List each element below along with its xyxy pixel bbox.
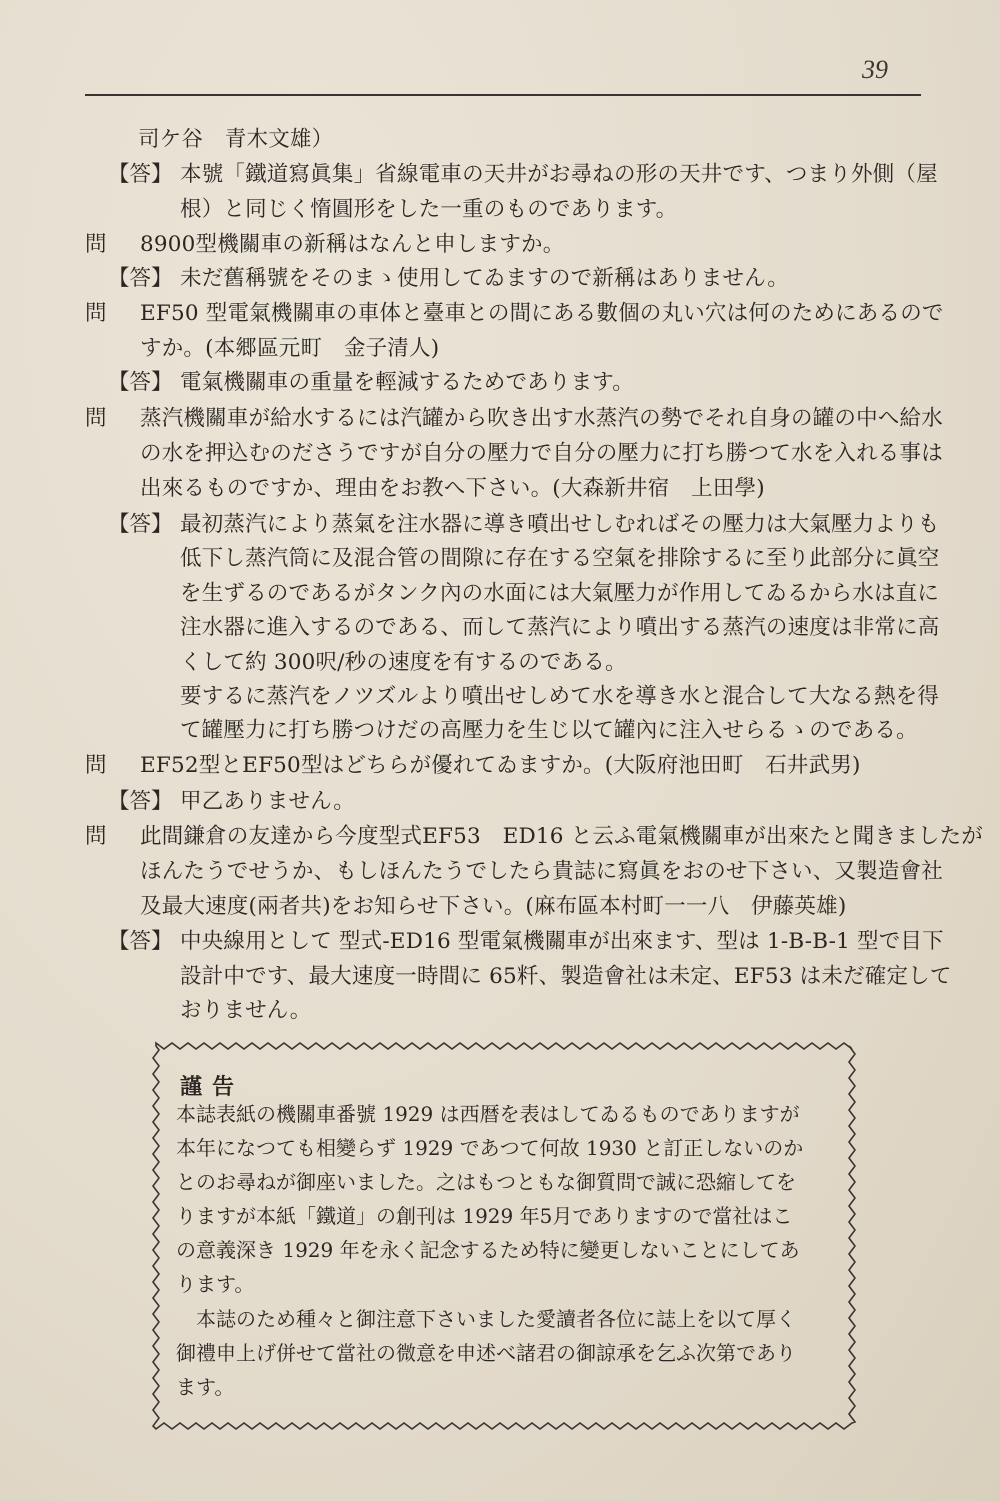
qa-line: 8900型機關車の新稱はなんと申しますか。	[140, 232, 565, 257]
notice-title: 謹告	[180, 1074, 245, 1100]
qa-line: 設計中です、最大速度一時間に 65粁、製造會社は未定、EF53 は未だ確定して	[180, 964, 952, 989]
qa-line: て罐壓力に打ち勝つけだの高壓力を生じ以て罐內に注入せらるゝのである。	[180, 718, 918, 743]
qa-line: 出來るものですか、理由をお教へ下さい。(大森新井宿 上田學)	[140, 476, 765, 501]
qa-line: 及最大速度(兩者共)をお知らせ下さい。(麻布區本村町一一八 伊藤英雄)	[140, 894, 847, 919]
qa-line: を生ずるのであるがタンク內の水面には大氣壓力が作用してゐるから水は直に	[180, 581, 940, 606]
qa-line: くして約 300呎/秒の速度を有するのである。	[180, 650, 627, 675]
header-rule	[85, 94, 921, 96]
question-mark: 問	[85, 753, 107, 778]
qa-line: 注水器に進入するのである、而して蒸汽により噴出する蒸汽の速度は非常に高	[180, 615, 940, 640]
qa-line: 電氣機關車の重量を輕減するためであります。	[180, 370, 634, 395]
question-mark: 問	[85, 301, 107, 326]
qa-line: 根）と同じく惰圓形をした一重のものであります。	[180, 197, 678, 222]
answer-mark: 【答】	[108, 512, 173, 537]
qa-line: すか。(本郷區元町 金子清人)	[140, 336, 440, 361]
answer-mark: 【答】	[108, 789, 173, 814]
qa-line: EF52型とEF50型はどちらが優れてゐますか。(大阪府池田町 石井武男)	[140, 753, 861, 778]
qa-line: 此間鎌倉の友達から今度型式EF53 ED16 と云ふ電氣機關車が出來たと聞きましたが	[140, 824, 983, 849]
question-mark: 問	[85, 406, 107, 431]
qa-line: 中央線用として 型式-ED16 型電氣機關車が出來ます、型は 1-B-B-1 型で目下	[180, 929, 944, 954]
answer-mark: 【答】	[108, 162, 173, 187]
notice-line: 本誌表紙の機關車番號 1929 は西暦を表はしてゐるものでありますが	[176, 1102, 800, 1126]
notice-box	[150, 1040, 858, 1432]
answer-mark: 【答】	[108, 266, 173, 291]
notice-line: 御禮申上げ併せて當社の微意を申述べ諸君の御諒承を乞ふ次第であり	[176, 1341, 796, 1365]
qa-line: 要するに蒸汽をノツズルより噴出せしめて水を導き水と混合して大なる熱を得	[180, 684, 940, 709]
qa-line: 最初蒸汽により蒸氣を注水器に導き噴出せしむればその壓力は大氣壓力よりも	[180, 512, 940, 537]
notice-line: ります。	[176, 1272, 255, 1296]
notice-line: ます。	[176, 1375, 235, 1399]
qa-line: ほんたうでせうか、もしほんたうでしたら貴誌に寫眞をおのせ下さい、又製造會社	[140, 859, 943, 884]
qa-line: 本號「鐵道寫眞集」省線電車の天井がお尋ねの形の天井です、つまり外側（屋	[180, 162, 938, 187]
qa-line: 低下し蒸汽筒に及混合管の間隙に存在する空氣を排除するに至り此部分に眞空	[180, 546, 940, 571]
notice-line: 本誌のため種々と御注意下さいました愛讀者各位に誌上を以て厚く	[196, 1307, 796, 1331]
notice-line: 本年になつても相變らず 1929 であつて何故 1930 と訂正しないのか	[176, 1136, 804, 1160]
question-mark: 問	[85, 824, 107, 849]
qa-line: おりません。	[180, 998, 312, 1023]
qa-line: 蒸汽機關車が給水するには汽罐から吹き出す水蒸汽の勢でそれ自身の罐の中へ給水	[140, 406, 943, 431]
answer-mark: 【答】	[108, 929, 173, 954]
notice-line: の意義深き 1929 年を永く記念するため特に變更しないことにしてあ	[176, 1238, 800, 1262]
notice-line: りますが本紙「鐵道」の創刊は 1929 年5月でありますので當社はこ	[176, 1204, 793, 1228]
qa-line: EF50 型電氣機關車の車体と臺車との間にある數個の丸い穴は何のためにあるので	[140, 301, 944, 326]
qa-line: 甲乙ありません。	[180, 789, 355, 814]
qa-line: の水を押込むのださうですが自分の壓力で自分の壓力に打ち勝つて水を入れる事は	[140, 441, 943, 466]
notice-border-path	[153, 1043, 855, 1429]
notice-border	[150, 1040, 858, 1432]
question-mark: 問	[85, 232, 107, 257]
qa-line: 未だ舊稱號をそのまゝ使用してゐますので新稱はありません。	[180, 266, 789, 291]
qa-line: 司ケ谷 青木文雄）	[138, 127, 334, 152]
page-number: 39	[862, 55, 888, 84]
notice-line: とのお尋ねが御座いました。之はもつともな御質問で誠に恐縮してを	[176, 1170, 796, 1194]
answer-mark: 【答】	[108, 370, 173, 395]
